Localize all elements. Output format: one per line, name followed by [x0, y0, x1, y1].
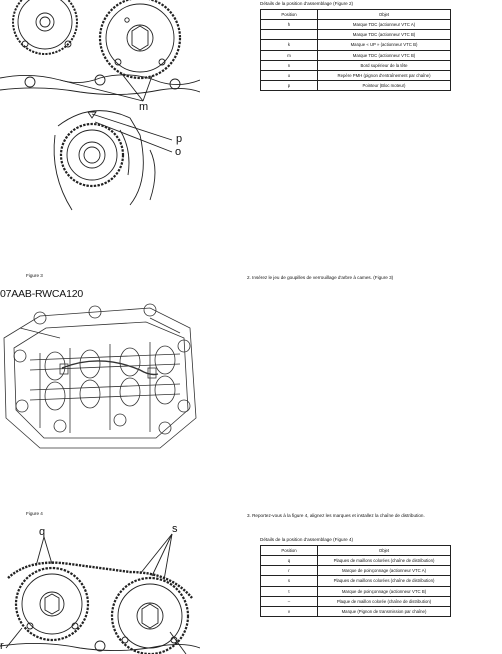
table-4-cell: Marque de poinçonnage (actionneur VTC B): [318, 586, 451, 596]
table-2-cell: Marque TDC (actionneur VTC B): [318, 30, 451, 40]
table-2-caption: Détails de la position d'assemblage (Figure 2): [260, 1, 354, 6]
figure-3-instruction: 2. Insérez le jeu de goupilles de verrouillage d'arbre à cames. (Figure 3): [247, 275, 394, 280]
table-2-cell: Repère PMH (pignon d'entraînement par chaîne): [318, 70, 451, 80]
table-row: [261, 40, 451, 50]
figure-4-label-r: r: [0, 640, 4, 652]
table-row: [261, 60, 451, 70]
figure-2-label-p: p: [176, 133, 183, 145]
table-row: [261, 50, 451, 60]
table-2-header-objet: Objet: [318, 10, 451, 20]
figure-3-title: Figure 3: [26, 273, 43, 278]
figure-4-label-q: q: [39, 526, 46, 538]
table-row: [261, 81, 451, 91]
table-4-cell: t: [261, 586, 318, 596]
table-4-cell: s: [261, 576, 318, 586]
table-4-header-row: [261, 546, 451, 556]
figure-2-drawing: [0, 0, 200, 215]
figure-4-title: Figure 4: [26, 511, 43, 516]
figure-2-label-o: o: [175, 146, 182, 158]
table-2-cell: [261, 30, 318, 40]
table-4-cell: r: [261, 566, 318, 576]
table-4-cell: q: [261, 556, 318, 566]
table-4-cell: Plaque de maillon colorée (chaîne de distribution): [318, 596, 451, 606]
table-4-caption: Détails de la position d'assemblage (Figure 4): [260, 537, 354, 542]
figure-4-label-s: s: [172, 523, 178, 535]
table-2-cell: n: [261, 60, 318, 70]
table-2-cell: o: [261, 70, 318, 80]
table-2: [260, 9, 451, 91]
table-row: [261, 20, 451, 30]
table-2-cell: Pointeur (Bloc moteur): [318, 81, 451, 91]
table-4-cell: Marque (Pignon de transmission par chaîne): [318, 606, 451, 616]
table-2-cell: Marque TDC (actionneur VTC A): [318, 20, 451, 30]
table-2-cell: Bord supérieur de la tête: [318, 60, 451, 70]
table-2-cell: k: [261, 40, 318, 50]
figure-3-tool-code: 07AAB-RWCA120: [0, 288, 83, 300]
table-2-header-row: [261, 10, 451, 20]
table-row: [261, 30, 451, 40]
table-2-cell: Marque « UP » (actionneur VTC B): [318, 40, 451, 50]
table-row: [261, 606, 451, 616]
table-4-header-objet: Objet: [318, 546, 451, 556]
table-2-cell: p: [261, 81, 318, 91]
table-2-cell: h: [261, 20, 318, 30]
table-row: [261, 596, 451, 606]
figure-4-instruction: 3. Reportez-vous à la figure 4, alignez les marques et installez la chaîne de distribution.: [247, 513, 425, 518]
table-4-cell: Marque de poinçonnage (actionneur VTC A): [318, 566, 451, 576]
table-row: [261, 576, 451, 586]
table-2-cell: Marque TDC (actionneur VTC B): [318, 50, 451, 60]
table-row: [261, 566, 451, 576]
table-4: [260, 545, 451, 617]
table-4-cell: v: [261, 606, 318, 616]
table-4-cell: –: [261, 596, 318, 606]
table-row: [261, 556, 451, 566]
table-2-cell: m: [261, 50, 318, 60]
table-4-header-position: Position: [261, 546, 318, 556]
figure-2-label-m: m: [139, 101, 149, 113]
figure-3-drawing: [0, 298, 200, 450]
table-4-cell: Plaques de maillons colorées (chaîne de distribution): [318, 576, 451, 586]
figure-4-drawing: [0, 528, 200, 654]
table-row: [261, 586, 451, 596]
table-2-header-position: Position: [261, 10, 318, 20]
table-row: [261, 70, 451, 80]
table-4-cell: Plaques de maillons colorées (chaîne de distribution): [318, 556, 451, 566]
